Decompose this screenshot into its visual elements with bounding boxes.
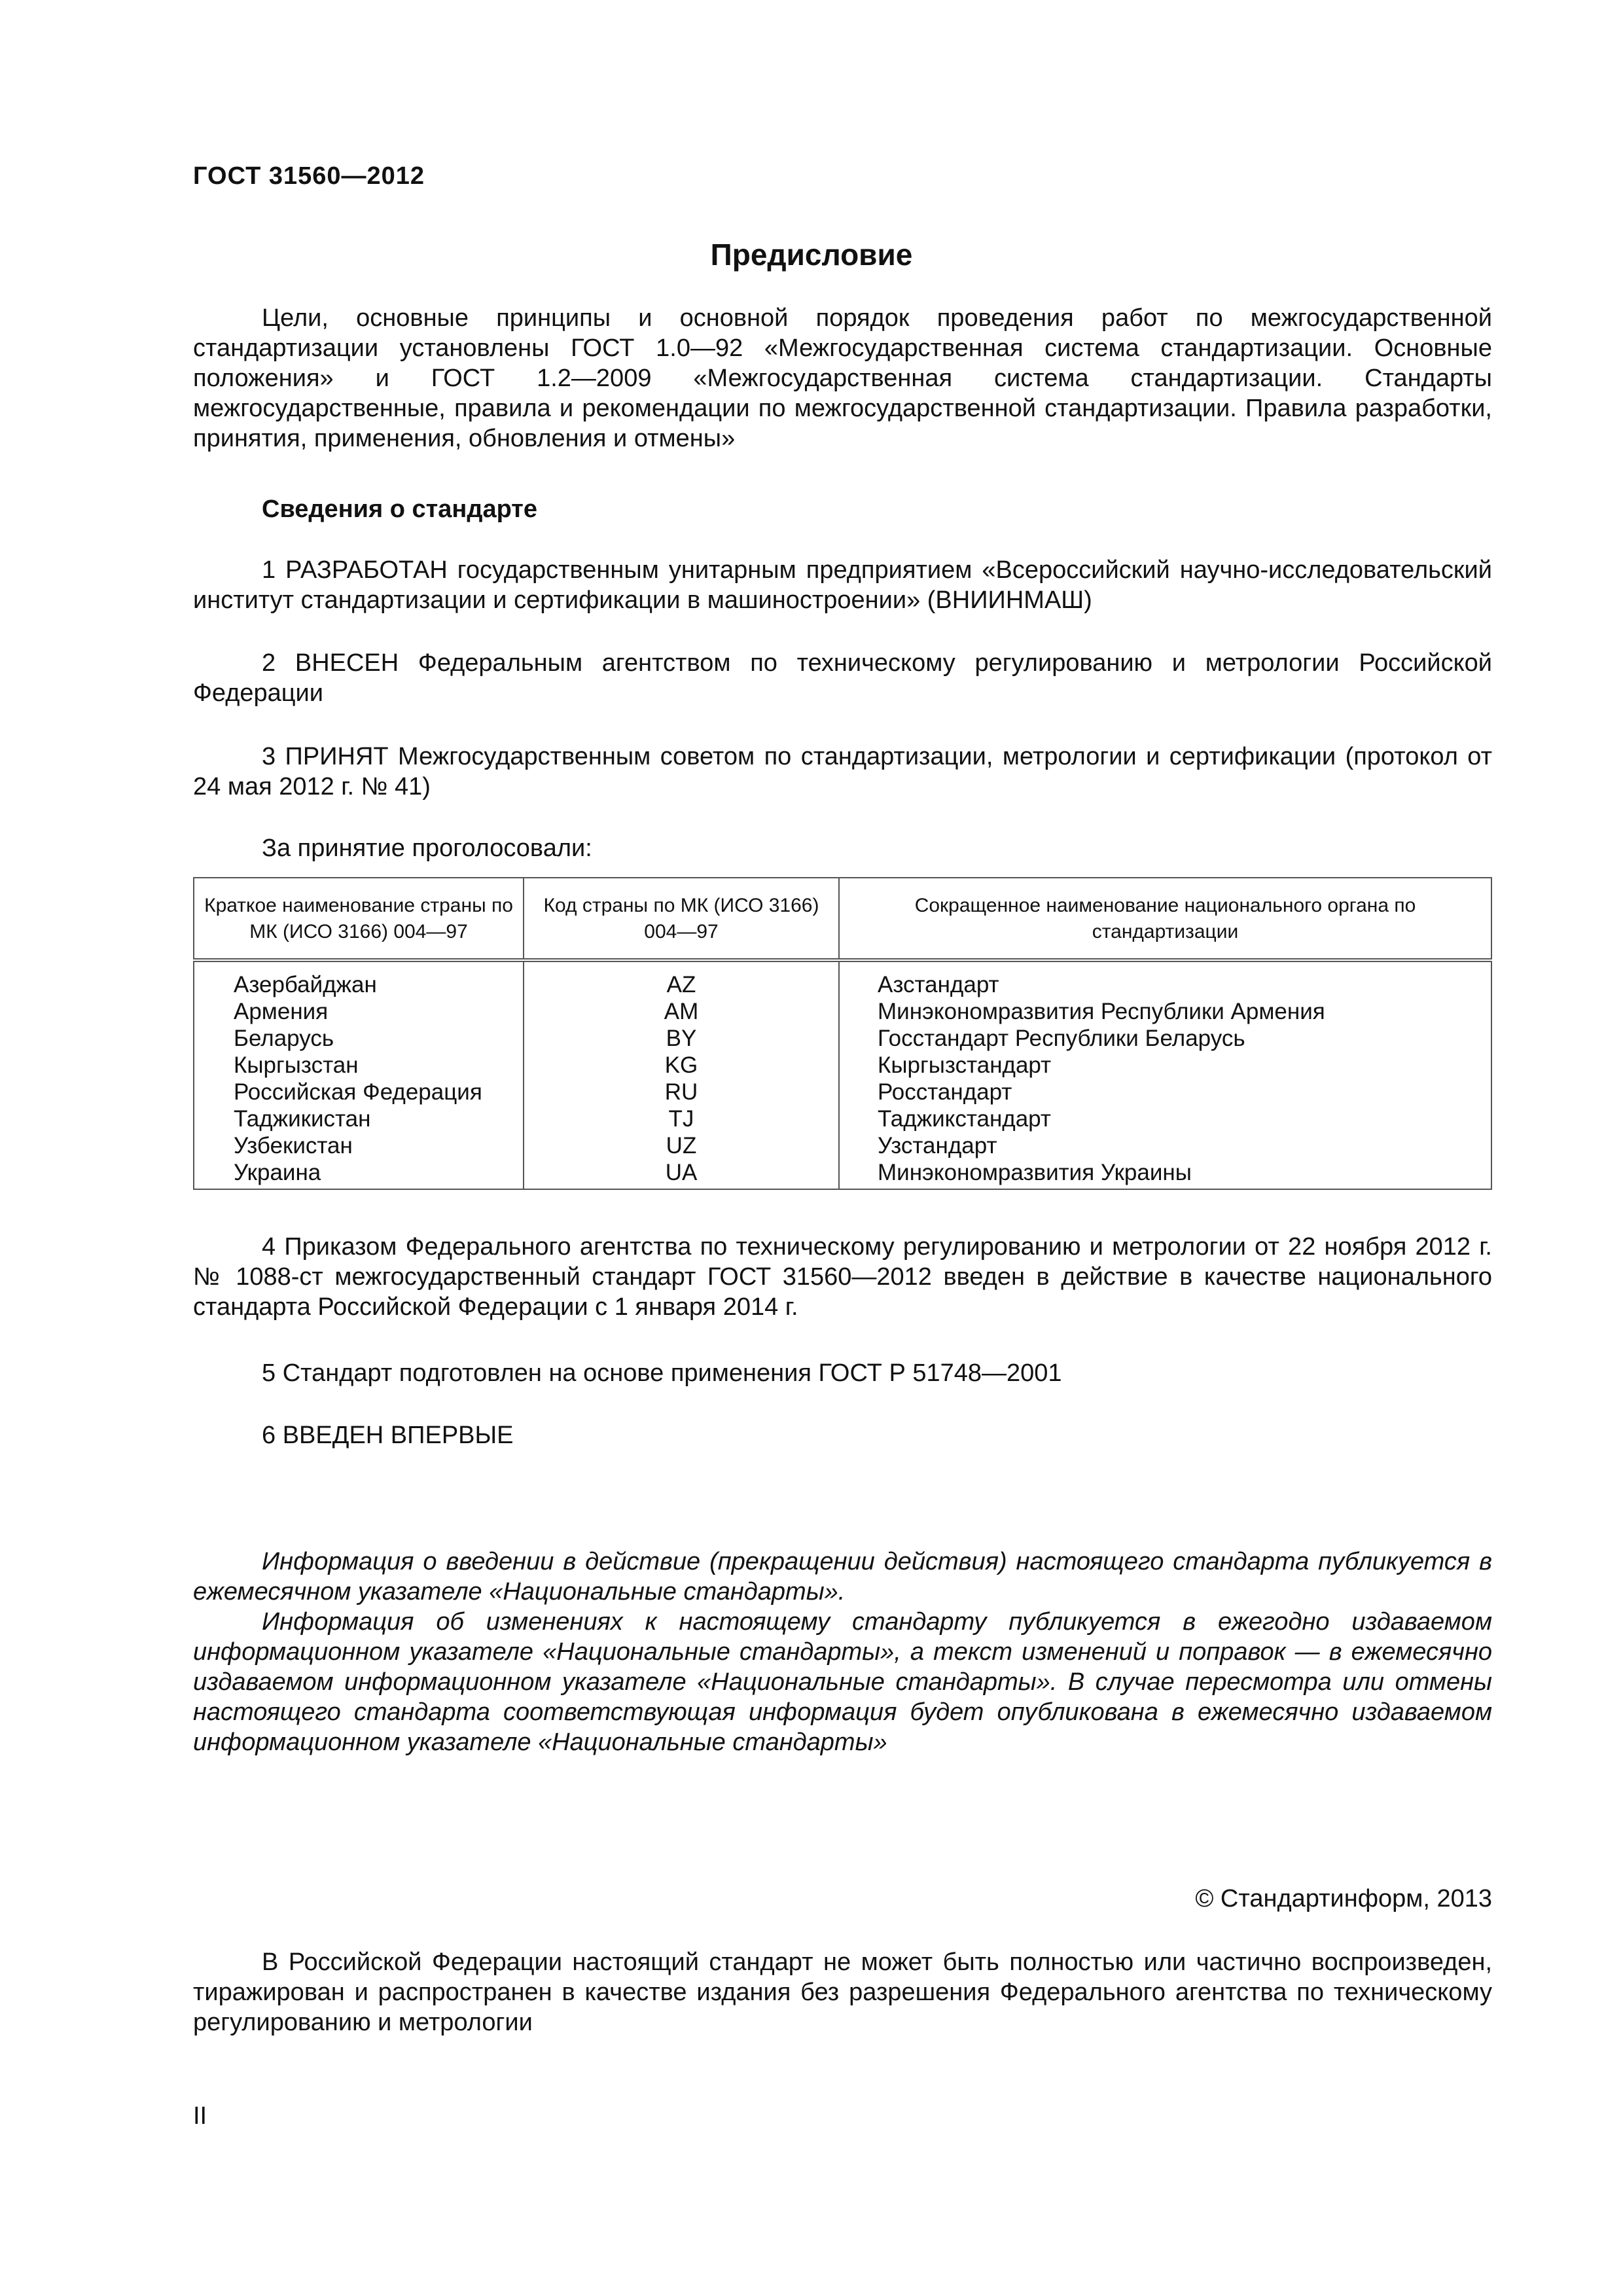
header-country-name: Краткое наименование страны по МК (ИСО 3166) 004—97 (194, 878, 524, 960)
country-code: TJ (524, 1105, 839, 1132)
table-row (194, 1025, 1491, 1052)
table-row (194, 1105, 1491, 1132)
national-body: Таджикстандарт (839, 1105, 1491, 1132)
info-heading: Сведения о стандарте (262, 495, 538, 523)
table-row (194, 1132, 1491, 1159)
table-row (194, 1159, 1491, 1189)
country-name: Российская Федерация (194, 1079, 524, 1105)
national-body: Минэкономразвития Республики Армения (839, 998, 1491, 1025)
table-row (194, 998, 1491, 1025)
national-body: Госстандарт Республики Беларусь (839, 1025, 1491, 1052)
table-row (194, 960, 1491, 998)
item-4-order: 4 Приказом Федерального агентства по техническому регулированию и метрологии от 22 ноября 2012 г. № 1088-ст межгосударственный стандарт ГОСТ 31560—2012 введен в действие в качестве национального стандарта Российской Федерации с 1 января 2014 г. (193, 1233, 1492, 1321)
country-name: Кыргызстан (194, 1052, 524, 1079)
item-1-developed: 1 РАЗРАБОТАН государственным унитарным предприятием «Всероссийский научно-исследовательский институт стандартизации и сертификации в машиностроении» (ВНИИНМАШ) (193, 556, 1492, 614)
document-header: ГОСТ 31560—2012 (193, 162, 425, 190)
national-body: Кыргызстандарт (839, 1052, 1491, 1079)
copyright: © Стандартинформ, 2013 (1195, 1885, 1492, 1912)
country-name: Украина (194, 1159, 524, 1189)
national-body: Узстандарт (839, 1132, 1491, 1159)
page-title: Предисловие (710, 238, 913, 272)
reproduction-notice: В Российской Федерации настоящий стандарт не может быть полностью или частично воспроизведен, тиражирован и распространен в качестве издания без разрешения Федерального агентства по техническому регулированию и метрологии (193, 1948, 1492, 2036)
item-5-basis: 5 Стандарт подготовлен на основе применения ГОСТ Р 51748—2001 (262, 1359, 1062, 1387)
country-name: Беларусь (194, 1025, 524, 1052)
voting-table (193, 877, 1492, 1190)
country-name: Азербайджан (194, 960, 524, 998)
national-body: Азстандарт (839, 960, 1491, 998)
item-3-adopted: 3 ПРИНЯТ Межгосударственным советом по стандартизации, метрологии и сертификации (протокол от 24 мая 2012 г. № 41) (193, 743, 1492, 800)
national-body: Росстандарт (839, 1079, 1491, 1105)
page-number: II (193, 2102, 207, 2130)
country-code: KG (524, 1052, 839, 1079)
country-code: UZ (524, 1132, 839, 1159)
header-country-code: Код страны по МК (ИСО 3166) 004—97 (524, 878, 839, 960)
table-row (194, 1052, 1491, 1079)
country-code: RU (524, 1079, 839, 1105)
country-name: Таджикистан (194, 1105, 524, 1132)
table-row (194, 1079, 1491, 1105)
country-code: AZ (524, 960, 839, 998)
country-name: Армения (194, 998, 524, 1025)
table-header-row (194, 878, 1491, 960)
header-national-body: Сокращенное наименование национального органа по стандартизации (839, 878, 1491, 960)
notice-changes: Информация об изменениях к настоящему стандарту публикуется в ежегодно издаваемом информационном указателе «Национальные стандарты», а текст изменений и поправок — в ежемесячно издаваемом информационном указателе «Национальные стандарты». В случае пересмотра или отмены настоящего стандарта соответствующая информация будет опубликована в ежемесячно издаваемом информационном указателе «Национальные стандарты» (193, 1608, 1492, 1756)
notice-introduction: Информация о введении в действие (прекращении действия) настоящего стандарта публикуется в ежемесячном указателе «Национальные стандарты». (193, 1548, 1492, 1605)
national-body: Минэкономразвития Украины (839, 1159, 1491, 1189)
voted-label: За принятие проголосовали: (262, 834, 592, 862)
item-2-submitted: 2 ВНЕСЕН Федеральным агентством по техническому регулированию и метрологии Российской Федерации (193, 649, 1492, 707)
country-code: UA (524, 1159, 839, 1189)
country-name: Узбекистан (194, 1132, 524, 1159)
item-6-first-introduced: 6 ВВЕДЕН ВПЕРВЫЕ (262, 1422, 514, 1449)
country-code: AM (524, 998, 839, 1025)
intro-paragraph: Цели, основные принципы и основной порядок проведения работ по межгосударственной стандартизации установлены ГОСТ 1.0—92 «Межгосударственная система стандартизации. Основные положения» и ГОСТ 1.2—2009 «Межгосударственная система стандартизации. Стандарты межгосударственные, правила и рекомендации по межгосударственной стандартизации. Правила разработки, принятия, применения, обновления и отмены» (193, 304, 1492, 452)
country-code: BY (524, 1025, 839, 1052)
